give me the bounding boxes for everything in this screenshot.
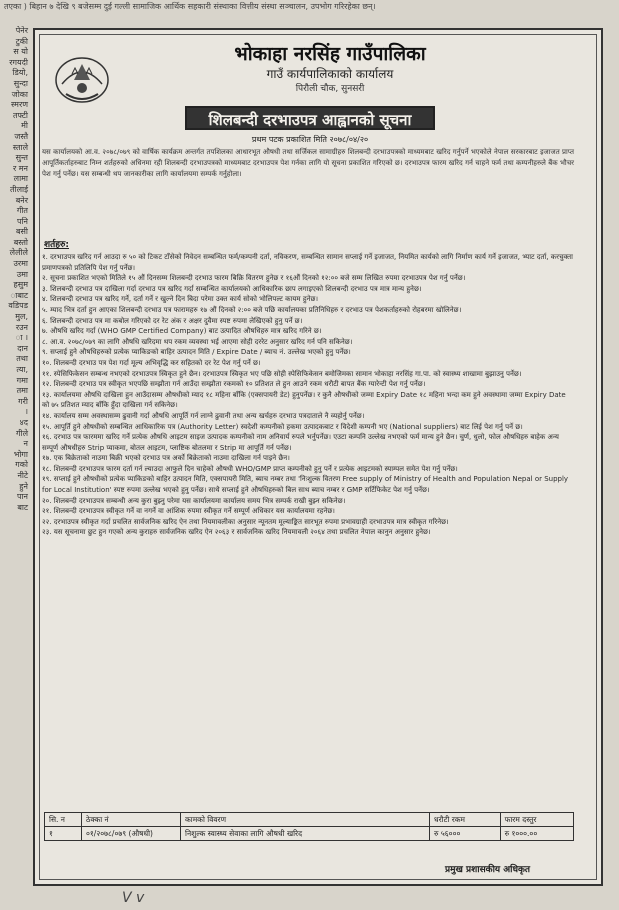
- left-column-line: पान: [16, 492, 28, 502]
- left-column-line: तफ्टी: [12, 110, 28, 120]
- left-column-line: गीत: [16, 206, 28, 216]
- term-item: ६. शिलबन्दी दरभाउ पत्र मा कबोल गरिएको दर रेट अंक र अक्षर दुवैमा स्पष्ट रुपमा लेखिएको हुनु पर्ने छ।: [42, 316, 303, 325]
- term-item: १६. दरभाउ पत्र फारममा खरिद गर्ने प्रत्येक औषधि आइटम साइज उत्पादक कम्पनीको नाम अनिवार्य रुपले भर्नुपर्नेछ। एउटा कम्पनि उल्लेख नभएको फर्म मान्य हुने छैन। चुर्ण, धुलो, फोल औषधिहरु बाहेक अन्य सम्पूर्ण औषधीहरु Strip प्याकमा, बोतल आइटम, प्लाष्टिक बोतलमा र Strip मा आपूर्ति गर्न पर्नेछ।: [42, 433, 559, 452]
- terms-list: [42, 252, 574, 538]
- handwritten-scribble: V v: [122, 890, 145, 906]
- notice-banner-title: शिलबन्दी दरभाउपत्र आह्वानको सूचना: [185, 106, 435, 130]
- left-column-line: भोगा: [13, 449, 28, 459]
- table-cell: रु १०००.००: [500, 827, 573, 841]
- municipality-title: भोकाहा नरसिंह गाउँपालिका: [234, 43, 426, 65]
- left-column-line: स्ताले: [12, 142, 28, 152]
- left-column-line: तथा: [16, 354, 28, 364]
- signatory-title: प्रमुख प्रशासकीय अधिकृत: [445, 865, 531, 875]
- term-item: १८. शिलबन्दी दरभाउपत्र फारम दर्ता गर्न ल्याउदा आफुले दिन चाहेको औषधी WHO/GMP प्राप्त कम्पनीको हुनु पर्ने र प्रत्येक आइटमको स्याम्पल समेत पेश गर्नु पर्नेछ।: [42, 464, 458, 473]
- term-item: ११. स्पेसिफिकेसन सम्बन्ध नभएको दरभाउपत्र स्विकृत हुने छैन। दरभाउपत्र स्विकृत भए पछि सोही स्पेसिफिकेसन बमोजिमका सामान भोकाहा नरसिंह गा.पा. को स्वास्थ्य शाखामा बुझाउनु पर्नेछ।: [42, 369, 522, 378]
- left-column-line: सुन्दा: [13, 78, 28, 88]
- left-column-line: जस्तै: [14, 131, 28, 141]
- left-column-line: दान: [17, 343, 28, 353]
- intro-paragraph: यस कार्यालयको आ.व. २०७८/०७९ को वार्षिक कार्यक्रम अन्तर्गत तपशिलका आधारभूत औषधी तथा सर्जिकल सामाग्रीहरु शिलबन्दी दरभाउपत्रको माध्यमबाट खरिद गर्नुपर्ने भएकोले नेपाल सरकारबाट इजाजत प्राप्त आपूर्तिकर्ताहरुबाट निम्न शर्तहरुको अधिनमा रही शिलबन्दी दरभाउपत्रको माध्यमबाट दरभाउपत्र पेश गर्नका लागि यो सूचना प्रकाशित गरिएको छ। दरभाउपत्र फारम खरिद गर्न चाहने फर्म तथा कम्पनीहरुले बैंक भौचर पेश गर्नु पर्नेछ। यस सम्बन्धी थप जानकारीका लागि कार्यालयमा सम्पर्क गर्नुहोला।: [42, 148, 574, 178]
- left-column-line: त्या,: [16, 365, 28, 374]
- left-column-line: पनि: [16, 216, 28, 226]
- left-column-line: ाबाट: [10, 290, 28, 300]
- left-column-line: तमा: [16, 386, 28, 396]
- table-cell: ०१/२०७८/०७९ (औषधी): [82, 827, 181, 841]
- left-column-line: बाट: [17, 502, 28, 512]
- left-column-line: सुन्त: [15, 153, 28, 163]
- top-news-strip: तएका ) बिहान ७ देखि ९ बजेसम्म दुई गल्ली सामाजिक आर्थिक सहकारी संस्थाका वित्तीय संस्था सञ्चालन, उपभोग गरिरहेका छन्।: [4, 2, 376, 11]
- term-item: ७. औषधि खरिद गर्दा (WHO GMP Certified Company) बाट उत्पादित औषधिहरु मात्र खरिद गरिने छ।: [42, 327, 322, 336]
- term-item: २३. यस सूचनामा छुट हुन गएको अन्य कुराहरु सार्वजनिक खरिद ऐन २०६३ र सार्वजनिक खरिद नियमावली २०६४ तथा प्रचलित नेपाल कानुन अनुसार हुनेछ।: [42, 528, 431, 537]
- term-item: १४. कार्यालय सम्म अवस्थासम्म ढुवानी गर्दा औषधि आपूर्ति गर्न लाग्ने ढुवानी तथा अन्य खर्चहरु दरभाउ पत्रदाताले नै व्यहोर्नु पर्नेछ।: [42, 411, 365, 420]
- term-item: १९. सप्लाई हुने औषधीको प्रत्येक प्याकिङको बाहिर उत्पादन मिति, एक्सपायरी मिति, ब्याच नम्बर तथा 'निःशुल्क वितरण Free supply of Ministry of Health and Population Nepal or Supply for Local Institution' स्पष्ट रुपमा उल्लेख भएको हुनु पर्नेछ। साथै सप्लाई हुने औषधिहरुको बिल साथ ब्याच नम्बर र GMP सर्टिफिकेट पेश गर्नु पर्नेछ।: [42, 475, 569, 495]
- col-header-deposit: धरौटी रकम: [430, 813, 501, 827]
- left-column-line: ।: [24, 407, 28, 417]
- col-header-contract-no: ठेक्का नं: [82, 813, 181, 827]
- left-column-line: स्मरण: [11, 100, 28, 110]
- term-item: २१. शिलबन्दी दरभाउपत्र स्वीकृत गर्ने वा नगर्ने वा आंशिक रुपमा स्वीकृत गर्ने सम्पूर्ण अधिकार यस कार्यालयमा रहनेछ।: [42, 507, 335, 516]
- left-column-line: रउन: [15, 322, 28, 332]
- left-column-line: बस्तो: [13, 237, 28, 247]
- term-item: २. सूचना प्रकाशित भएको मितिले १५ औं दिनसम्म शिलबन्दी दरभाउ फारम बिक्रि वितरण हुनेछ र १६औं दिनको १२:०० बजे सम्म लिखित रुपमा दरभाउपत्र पेश गर्नु पर्नेछ।: [42, 274, 466, 283]
- table-cell: रु ५६०००: [430, 827, 501, 841]
- left-column-line: गको: [15, 460, 28, 470]
- left-column-line: तीलाई: [9, 184, 28, 194]
- left-column-line: टुकी: [15, 36, 28, 46]
- terms-heading: शर्तहरु:: [44, 240, 70, 250]
- term-item: ३. शिलबन्दी दरभाउ पत्र दाखिला गर्दा दरभाउ पत्र खरिद गर्दा सम्बन्धित कार्यालयको आधिकारिक छाप लगाइएको शिलबन्दी दरभाउ पत्र मात्र मान्य हुनेछ।: [42, 284, 422, 293]
- col-header-description: कामको विवरण: [181, 813, 430, 827]
- left-column-line: न: [23, 439, 28, 449]
- table-cell: १: [45, 827, 82, 841]
- left-column-line: हसुम: [13, 280, 28, 290]
- left-column-line: लेलीले: [9, 248, 28, 258]
- office-subtitle: गाउँ कार्यपालिकाको कार्यालय: [266, 67, 394, 81]
- left-column-line: ा ।: [15, 333, 28, 343]
- table-header-row: [45, 813, 574, 827]
- left-column-line: स यो: [13, 47, 28, 57]
- left-column-line: गमा: [16, 375, 28, 385]
- notice-header: [120, 42, 540, 96]
- left-column-line: नीटे: [17, 470, 28, 480]
- left-column-line: मी: [21, 121, 28, 131]
- left-column-line: जोका: [11, 89, 28, 99]
- col-header-sn: सि. न: [45, 813, 82, 827]
- left-column-line: मुल,: [15, 312, 28, 322]
- left-column-line: बसी: [15, 227, 28, 237]
- table-row: [45, 827, 574, 841]
- term-item: २२. दरभाउपत्र स्वीकृत गर्दा प्रचलित सार्वजनिक खरिद ऐन तथा नियमावलीका अनुसार न्यूनतम मूल्याङ्कित सारभूत रुपमा प्रभावग्राही दरभाउपत्र मात्र स्वीकृत गरिनेछ।: [42, 517, 449, 526]
- term-item: २०. शिलबन्दी दरभाउपत्र सम्बन्धी अन्य कुरा बुझ्नु परेमा यस कार्यालयमा कार्यालय समय भित्र सम्पर्क राखी बुझ्न सकिनेछ।: [42, 496, 346, 505]
- tender-table: [44, 812, 574, 841]
- term-item: ५. म्याद भित्र दर्ता हुन आएका शिलबन्दी दरभाउ पत्र फारामहरु १७ औं दिनको २:०० बजे पछि कार्यालयका प्रतिनिधिहरु र दरभाउ पत्र पेशकर्ताहरुको रोहबरमा खोलिनेछ।: [42, 305, 462, 314]
- left-column-line: र मन: [12, 163, 28, 173]
- left-column-line: रगयदी: [9, 57, 28, 67]
- left-column-line: लामा: [13, 174, 28, 184]
- left-column-line: बनेर: [15, 195, 28, 205]
- term-item: १. दरभाउपत्र खरिद गर्न आउदा रु ५० को टिकट टाँसेको निवेदन सम्बन्धित फर्म/कम्पनी दर्ता, नविकरण, सम्बन्धित सामान सप्लाई गर्ने इजाजत, नियमित कार्यको लागि निर्माण कार्य गर्ने इजाजत, भ्याट दर्ता, करचुक्ता प्रमाणपत्रको प्रतिलिपि पेश गर्नु पर्नेछ।: [42, 253, 573, 272]
- left-column-line: उरमा: [13, 259, 28, 269]
- left-column-line: हुने: [19, 481, 28, 491]
- term-item: ८. आ.व. २०७८/०७९ का लागि औषधि खरिदमा थप रकम व्यवस्था भई आएमा सोही दररेट अनुसार खरिद गर्न पनि सकिनेछ।: [42, 337, 353, 346]
- left-column-line: पेनेर: [15, 26, 28, 35]
- term-item: ४. शिलबन्दी दरभाउ पत्र खरिद गर्ने, दर्ता गर्ने र खुल्ने दिन बिदा परेमा उक्त कार्य सोको भोलिपल्ट कायम हुनेछ।: [42, 295, 319, 304]
- left-column-line: गीले: [16, 428, 28, 438]
- term-item: ९. सप्लाई हुने औषधिहरुको प्रत्येक प्याकिङको बाहिर उत्पादन मिति / Expire Date / ब्याच नं. उल्लेख भएको हुनु पर्नेछ।: [42, 348, 351, 357]
- left-column-line: ४द: [19, 417, 28, 427]
- left-column-line: डियो,: [12, 68, 28, 78]
- left-column-line: वडिपड: [8, 301, 28, 311]
- publication-date: प्रथम पटक प्रकाशित मिति २०७८/०४/२०: [251, 135, 369, 144]
- office-address: पिरौली चौक, सुनसरी: [295, 84, 365, 94]
- col-header-form-fee: फारम दस्तुर: [500, 813, 573, 827]
- term-item: १७. एक बिक्रेताको नाउमा बिक्री भएको दरभाउ पत्र अर्को बिक्रेताको नाउमा दाखिला गर्न पाइने छैन।: [42, 454, 290, 463]
- table-cell: निशुल्क स्वास्थ्य सेवाका लागि औषधी खरिद: [181, 827, 430, 841]
- term-item: १०. शिलबन्दी दरभाउ पत्र पेश गर्दा मूल्य अभिवृद्धि कर सहितको दर रेट पेश गर्नु पर्ने छ।: [42, 358, 261, 367]
- left-news-column: [0, 26, 30, 676]
- term-item: १२. शिलबन्दी दरभाउ पत्र स्वीकृत भएपछि सम्झौता गर्न आउँदा सम्झौता रकमको १० प्रतिशत ले हुन आउने रकम धरौटी बापत बैंक ग्यारेन्टी पेश गर्नु पर्नेछ।: [42, 380, 426, 389]
- term-item: १३. कार्यालयमा औषधि दाखिला हुन आउँदासम्म औषधीको म्याद १८ महिना बाँकि (एक्सपायरी डेट) हुनुपर्नेछ। र कुनै औषधीको जम्मा Expiry Date १८ महिना भन्दा कम हुने अवस्थामा जम्मा Expiry Date को ७५ प्रतिशत म्याद बाँकि हुँदा दाखिला गर्न सकिनेछ।: [42, 390, 566, 410]
- left-column-line: गरी: [18, 396, 28, 406]
- left-column-line: उमा: [16, 269, 28, 279]
- nepal-emblem-icon: [52, 50, 112, 106]
- term-item: १५. आपूर्ति हुने औषधीको सम्बन्धित आधिकारिक पत्र (Authority Letter) स्वदेशी कम्पनीको हकमा उत्पादकबाट र विदेशी कम्पनी भए (National suppliers) बाट लिई पेश गर्नु पर्ने छ।: [42, 422, 523, 431]
